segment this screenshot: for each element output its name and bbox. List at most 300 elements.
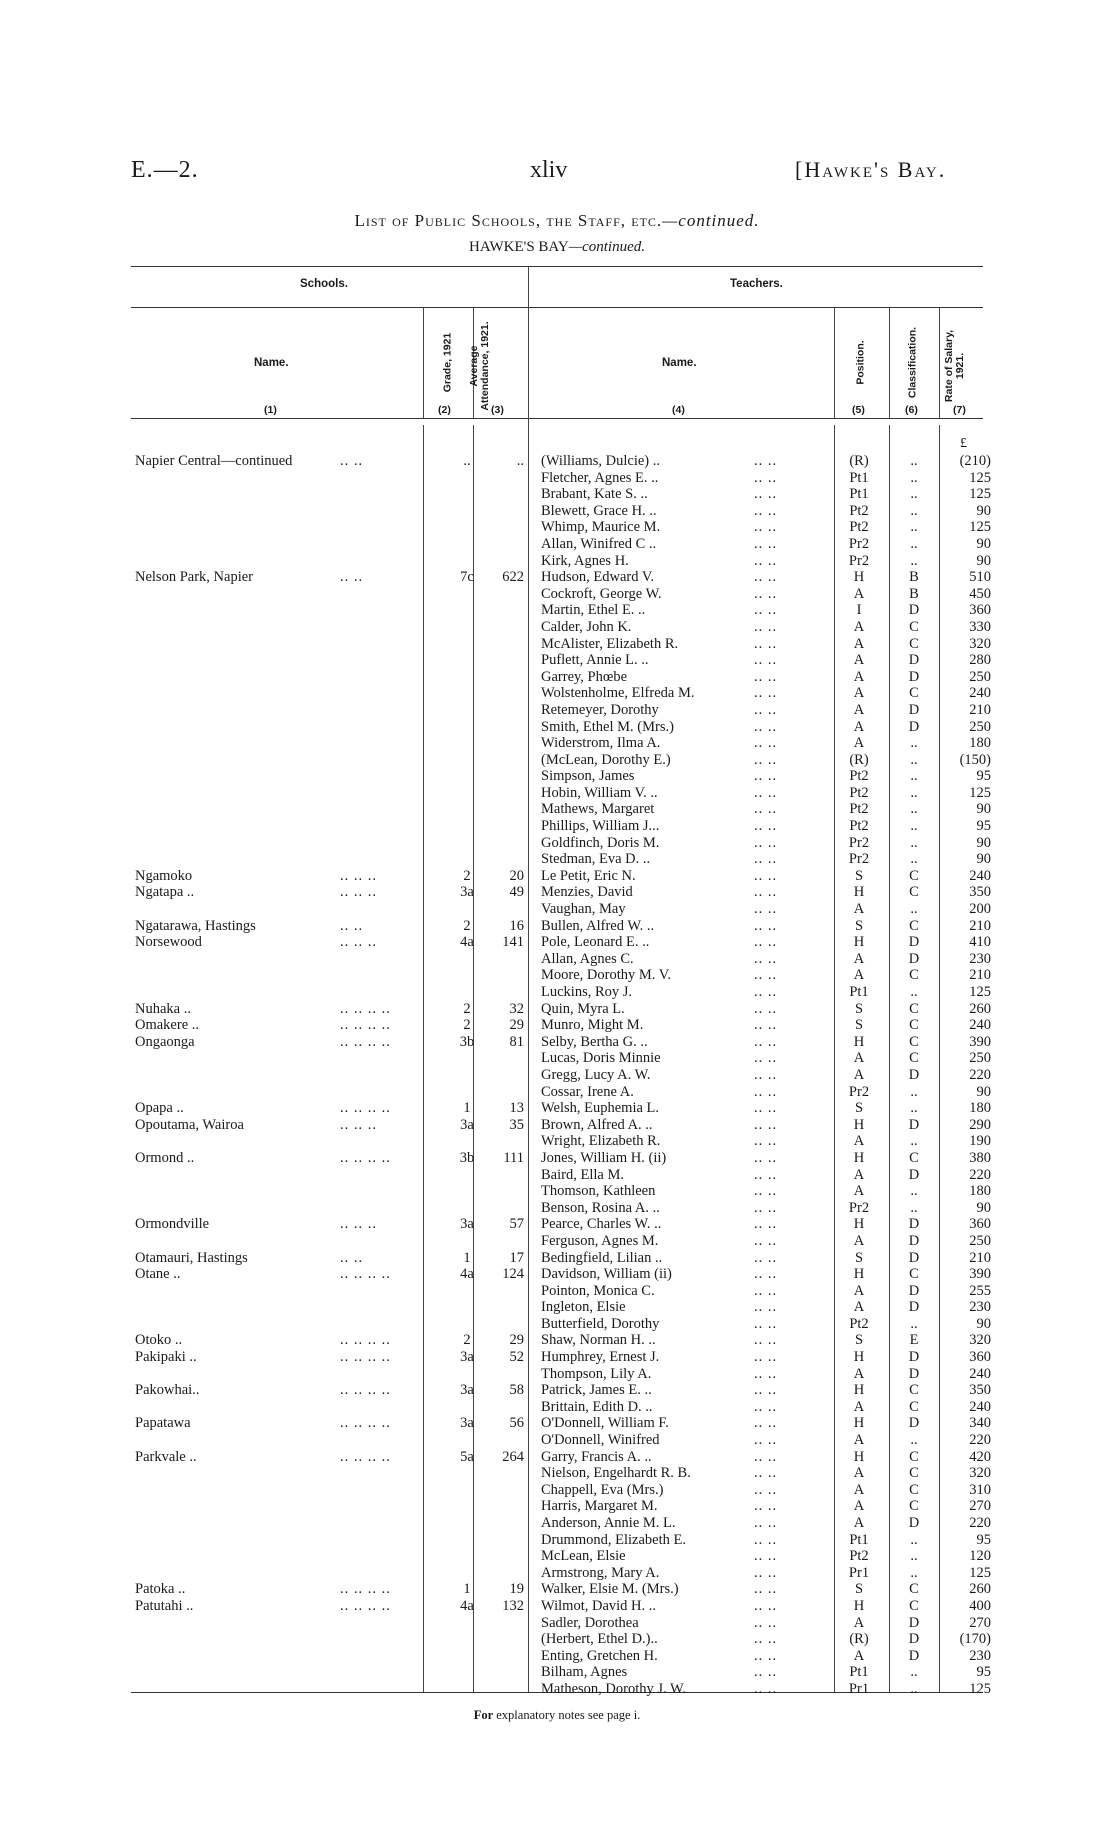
colnum-6: (6)	[905, 404, 918, 416]
classification-cell: B	[909, 585, 919, 602]
teacher-leader-dots: .. ..	[754, 834, 778, 851]
grade-cell: 3a	[460, 1382, 474, 1399]
teacher-name: McAlister, Elizabeth R.	[541, 635, 679, 652]
teacher-leader-dots: .. ..	[754, 1199, 778, 1216]
table-row	[0, 984, 1114, 1001]
salary-cell: 125	[969, 519, 991, 536]
grade-cell: 3a	[460, 884, 474, 901]
page-header-right: [Hawke's Bay.	[795, 157, 947, 182]
teacher-leader-dots: .. ..	[754, 469, 778, 486]
teacher-leader-dots: .. ..	[754, 535, 778, 552]
teacher-leader-dots: .. ..	[754, 784, 778, 801]
school-name: Pakipaki ..	[135, 1349, 197, 1366]
classification-cell: D	[908, 1166, 920, 1183]
position-cell: H	[853, 569, 865, 586]
salary-cell: 320	[969, 1465, 991, 1482]
table-row	[0, 1565, 1114, 1582]
classification-cell: C	[909, 1581, 919, 1598]
teacher-name: Pearce, Charles W. ..	[541, 1216, 662, 1233]
teacher-name: Wolstenholme, Elfreda M.	[541, 685, 695, 702]
teacher-leader-dots: .. ..	[754, 801, 778, 818]
salary-cell: 270	[969, 1498, 991, 1515]
teacher-leader-dots: .. ..	[754, 1365, 778, 1382]
classification-cell: D	[908, 602, 920, 619]
teacher-name: Bilham, Agnes	[541, 1664, 628, 1681]
classification-cell: D	[908, 1515, 920, 1531]
salary-cell: 290	[969, 1116, 991, 1133]
leader-dots: .. .. ..	[340, 934, 377, 951]
table-title	[0, 211, 1114, 231]
attendance-cell: 111	[503, 1149, 524, 1166]
attendance-cell: 58	[509, 1382, 524, 1399]
teacher-name: Jones, William H. (ii)	[541, 1149, 667, 1166]
teacher-name: Selby, Bertha G. ..	[541, 1033, 648, 1050]
position-cell: Pr2	[848, 851, 870, 868]
teacher-leader-dots: .. ..	[754, 1465, 778, 1482]
school-name: Opapa ..	[135, 1100, 184, 1117]
leader-dots: .. .. ..	[340, 1116, 377, 1133]
grade-cell: 7c	[460, 569, 474, 586]
classification-cell: C	[909, 884, 919, 901]
teacher-name: Nielson, Engelhardt R. B.	[541, 1465, 691, 1482]
teacher-name-header: Name.	[662, 357, 697, 369]
teacher-name: Allan, Winifred C ..	[541, 535, 657, 552]
schools-group-header: Schools.	[300, 278, 348, 290]
salary-cell: 95	[976, 768, 991, 785]
table-row	[0, 1482, 1114, 1499]
position-cell: Pr1	[848, 1680, 870, 1697]
teacher-leader-dots: .. ..	[754, 1448, 778, 1465]
teacher-leader-dots: .. ..	[754, 818, 778, 835]
position-cell: H	[853, 1116, 865, 1133]
table-row	[0, 1432, 1114, 1449]
table-row	[0, 619, 1114, 636]
table-row	[0, 486, 1114, 503]
grade-cell: 1	[463, 1249, 471, 1266]
table-row	[0, 470, 1114, 487]
classification-cell: D	[908, 1116, 920, 1133]
position-cell: A	[853, 1647, 865, 1664]
classification-cell: ..	[910, 1664, 918, 1681]
position-cell: Pt1	[849, 1531, 869, 1548]
table-row	[0, 1465, 1114, 1482]
attendance-cell: 49	[509, 884, 524, 901]
teacher-name: Walker, Elsie M. (Mrs.)	[541, 1581, 679, 1598]
teacher-name: Benson, Rosina A. ..	[541, 1199, 660, 1216]
classification-cell: D	[908, 1232, 920, 1249]
classification-cell: C	[909, 1481, 919, 1498]
school-name: Ormond ..	[135, 1149, 195, 1166]
classification-cell: C	[909, 1033, 919, 1050]
position-cell: S	[854, 1249, 864, 1266]
salary-cell: 90	[976, 1315, 991, 1332]
classification-cell: C	[909, 685, 919, 702]
teacher-leader-dots: .. ..	[754, 1597, 778, 1614]
currency-symbol: £	[960, 436, 967, 451]
school-name: Papatawa	[135, 1415, 191, 1432]
position-cell: H	[853, 934, 865, 951]
position-cell: A	[853, 701, 865, 718]
teacher-leader-dots: .. ..	[754, 735, 778, 752]
salary-cell: 180	[969, 1183, 991, 1200]
classification-cell: D	[908, 950, 920, 967]
footnote	[0, 1708, 1114, 1723]
attendance-cell: 13	[509, 1100, 524, 1117]
position-cell: A	[853, 1299, 865, 1316]
table-row	[0, 1250, 1114, 1267]
position-cell: A	[853, 735, 865, 752]
table-row	[0, 934, 1114, 951]
teacher-name: Menzies, David	[541, 884, 633, 901]
salary-cell: 95	[976, 1531, 991, 1548]
teacher-name: Fletcher, Agnes E. ..	[541, 469, 659, 486]
school-name: Otane ..	[135, 1266, 181, 1283]
teacher-name: Cossar, Irene A.	[541, 1083, 634, 1100]
position-cell: A	[853, 1365, 865, 1382]
teacher-leader-dots: .. ..	[754, 1216, 778, 1233]
position-cell: Pt2	[849, 502, 869, 519]
classification-cell: ..	[910, 1564, 918, 1581]
salary-cell: 320	[969, 1332, 991, 1349]
teacher-name: Wilmot, David H. ..	[541, 1597, 657, 1614]
position-cell: A	[853, 967, 865, 984]
teacher-leader-dots: .. ..	[754, 1415, 778, 1432]
classification-cell: ..	[910, 1548, 918, 1565]
classification-cell: ..	[910, 1531, 918, 1548]
salary-cell: (170)	[959, 1631, 991, 1648]
salary-cell: 390	[969, 1033, 991, 1050]
teacher-leader-dots: .. ..	[754, 751, 778, 768]
classification-cell: B	[909, 569, 919, 586]
position-cell: A	[853, 1498, 865, 1515]
classification-cell: C	[909, 1448, 919, 1465]
teacher-name: Davidson, William (ii)	[541, 1266, 672, 1283]
position-cell: Pt2	[849, 818, 869, 835]
grade-cell: 1	[463, 1100, 471, 1117]
classification-cell: C	[909, 1398, 919, 1415]
salary-cell: 350	[969, 1382, 991, 1399]
school-name: Ormondville	[135, 1216, 210, 1233]
table-row	[0, 1150, 1114, 1167]
table-row	[0, 1515, 1114, 1532]
classification-cell: C	[909, 1597, 919, 1614]
position-cell: S	[854, 1332, 864, 1349]
teacher-name: Mathews, Margaret	[541, 801, 655, 818]
page-header-left: E.—2.	[131, 157, 199, 183]
table-row	[0, 453, 1114, 470]
teacher-name: Thompson, Lily A.	[541, 1365, 652, 1382]
classification-cell: ..	[910, 1100, 918, 1117]
teacher-name: Anderson, Annie M. L.	[541, 1515, 676, 1531]
position-header: Position.	[854, 340, 867, 385]
table-row	[0, 569, 1114, 586]
teacher-name: Chappell, Eva (Mrs.)	[541, 1481, 664, 1498]
salary-cell: 240	[969, 1398, 991, 1415]
col-divider-4	[834, 307, 835, 418]
attendance-cell: 57	[509, 1216, 524, 1233]
position-cell: Pt2	[849, 519, 869, 536]
teacher-name: Kirk, Agnes H.	[541, 552, 629, 569]
teacher-name: Retemeyer, Dorothy	[541, 701, 659, 718]
teacher-name: Whimp, Maurice M.	[541, 519, 661, 536]
teacher-leader-dots: .. ..	[754, 1664, 778, 1681]
table-row	[0, 1532, 1114, 1549]
classification-cell: C	[909, 867, 919, 884]
salary-cell: 380	[969, 1149, 991, 1166]
salary-cell: 220	[969, 1515, 991, 1531]
position-cell: Pt1	[849, 1664, 869, 1681]
position-cell: Pt2	[849, 1548, 869, 1565]
position-cell: Pr2	[848, 1199, 870, 1216]
classification-cell: D	[908, 652, 920, 669]
table-row	[0, 1382, 1114, 1399]
classification-cell: ..	[910, 735, 918, 752]
leader-dots: .. .. .. ..	[340, 1448, 391, 1465]
table-row	[0, 553, 1114, 570]
teacher-name: Armstrong, Mary A.	[541, 1564, 660, 1581]
teacher-leader-dots: .. ..	[754, 1398, 778, 1415]
position-cell: (R)	[849, 453, 869, 469]
teacher-name: Phillips, William J...	[541, 818, 660, 835]
table-row	[0, 536, 1114, 553]
teacher-leader-dots: .. ..	[754, 1531, 778, 1548]
teacher-name: Bedingfield, Lilian ..	[541, 1249, 663, 1266]
salary-cell: 230	[969, 1299, 991, 1316]
attendance-cell: 132	[502, 1597, 524, 1614]
teacher-name: Shaw, Norman H. ..	[541, 1332, 656, 1349]
grade-cell: ..	[463, 453, 471, 469]
table-row	[0, 1332, 1114, 1349]
position-cell: S	[854, 917, 864, 934]
salary-cell: 90	[976, 1083, 991, 1100]
position-cell: A	[853, 635, 865, 652]
classification-cell: ..	[910, 901, 918, 918]
teacher-leader-dots: .. ..	[754, 1631, 778, 1648]
attendance-cell: ..	[516, 453, 524, 469]
table-row	[0, 1200, 1114, 1217]
table-subtitle-text: HAWKE'S BAY	[469, 239, 569, 255]
attendance-cell: 29	[509, 1017, 524, 1034]
classification-cell: D	[908, 1647, 920, 1664]
grade-cell: 3a	[460, 1349, 474, 1366]
salary-cell: 250	[969, 668, 991, 685]
table-row	[0, 1067, 1114, 1084]
position-cell: H	[853, 1597, 865, 1614]
classification-cell: C	[909, 618, 919, 635]
table-row	[0, 901, 1114, 918]
leader-dots: .. .. .. ..	[340, 1349, 391, 1366]
header-bottom-rule	[131, 418, 983, 419]
table-row	[0, 1084, 1114, 1101]
teacher-name: Stedman, Eva D. ..	[541, 851, 651, 868]
classification-cell: C	[909, 1382, 919, 1399]
teacher-leader-dots: .. ..	[754, 1581, 778, 1598]
position-cell: S	[854, 1581, 864, 1598]
salary-cell: 210	[969, 701, 991, 718]
table-row	[0, 951, 1114, 968]
classification-cell: ..	[910, 1199, 918, 1216]
position-cell: A	[853, 718, 865, 735]
classification-cell: D	[908, 1066, 920, 1083]
school-name: Ngatarawa, Hastings	[135, 917, 256, 934]
teacher-leader-dots: .. ..	[754, 1083, 778, 1100]
salary-cell: 250	[969, 718, 991, 735]
salary-cell: 90	[976, 552, 991, 569]
classification-cell: D	[908, 1614, 920, 1631]
teacher-leader-dots: .. ..	[754, 1133, 778, 1150]
table-row	[0, 768, 1114, 785]
teacher-leader-dots: .. ..	[754, 602, 778, 619]
teacher-name: Munro, Might M.	[541, 1017, 644, 1034]
teacher-leader-dots: .. ..	[754, 1266, 778, 1283]
classification-cell: D	[908, 1216, 920, 1233]
attendance-cell: 35	[509, 1116, 524, 1133]
attendance-cell: 16	[509, 917, 524, 934]
classification-cell: ..	[910, 519, 918, 536]
teacher-leader-dots: .. ..	[754, 519, 778, 536]
position-cell: H	[853, 884, 865, 901]
classification-header: Classification.	[906, 326, 919, 399]
classification-cell: ..	[910, 834, 918, 851]
leader-dots: .. ..	[340, 453, 364, 469]
salary-cell: 90	[976, 851, 991, 868]
teacher-name: Patrick, James E. ..	[541, 1382, 652, 1399]
table-row	[0, 1449, 1114, 1466]
attendance-cell: 622	[502, 569, 524, 586]
teacher-leader-dots: .. ..	[754, 1000, 778, 1017]
salary-cell: 340	[969, 1415, 991, 1432]
teacher-name: Hudson, Edward V.	[541, 569, 655, 586]
classification-cell: ..	[910, 535, 918, 552]
table-row	[0, 1034, 1114, 1051]
position-cell: S	[854, 1100, 864, 1117]
teacher-name: (McLean, Dorothy E.)	[541, 751, 671, 768]
teacher-leader-dots: .. ..	[754, 1017, 778, 1034]
position-cell: Pr2	[848, 552, 870, 569]
colnum-3: (3)	[491, 404, 504, 416]
teacher-name: Sadler, Dorothea	[541, 1614, 639, 1631]
col-divider-1	[423, 307, 424, 418]
position-cell: A	[853, 950, 865, 967]
salary-cell: 180	[969, 1100, 991, 1117]
grade-cell: 3a	[460, 1415, 474, 1432]
table-title-suffix: —continued.	[662, 211, 760, 230]
position-cell: A	[853, 1282, 865, 1299]
classification-cell: D	[908, 1365, 920, 1382]
teacher-name: Gregg, Lucy A. W.	[541, 1066, 651, 1083]
salary-cell: 230	[969, 950, 991, 967]
leader-dots: .. .. .. ..	[340, 1100, 391, 1117]
school-name-header: Name.	[254, 357, 289, 369]
classification-cell: C	[909, 635, 919, 652]
teacher-leader-dots: .. ..	[754, 1332, 778, 1349]
table-row	[0, 1233, 1114, 1250]
teacher-leader-dots: .. ..	[754, 635, 778, 652]
table-row	[0, 1366, 1114, 1383]
position-cell: Pt2	[849, 784, 869, 801]
classification-cell: ..	[910, 1680, 918, 1697]
attendance-header: Average Attendance, 1921.	[468, 321, 491, 411]
classification-cell: ..	[910, 1183, 918, 1200]
teacher-name: Smith, Ethel M. (Mrs.)	[541, 718, 674, 735]
grade-header: Grade, 1921	[441, 332, 454, 393]
salary-cell: 280	[969, 652, 991, 669]
table-row	[0, 1133, 1114, 1150]
table-row	[0, 918, 1114, 935]
teacher-name: Brabant, Kate S. ..	[541, 486, 648, 503]
table-row	[0, 669, 1114, 686]
position-cell: A	[853, 1398, 865, 1415]
leader-dots: .. .. .. ..	[340, 1415, 391, 1432]
classification-cell: ..	[910, 751, 918, 768]
position-cell: H	[853, 1382, 865, 1399]
teacher-name: Simpson, James	[541, 768, 635, 785]
salary-cell: 450	[969, 585, 991, 602]
salary-cell: 210	[969, 1249, 991, 1266]
teacher-leader-dots: .. ..	[754, 768, 778, 785]
teacher-name: Pointon, Monica C.	[541, 1282, 655, 1299]
teacher-name: Lucas, Doris Minnie	[541, 1050, 661, 1067]
teacher-leader-dots: .. ..	[754, 1066, 778, 1083]
teacher-name: Garry, Francis A. ..	[541, 1448, 652, 1465]
attendance-cell: 29	[509, 1332, 524, 1349]
salary-cell: 220	[969, 1166, 991, 1183]
teacher-name: Martin, Ethel E. ..	[541, 602, 646, 619]
attendance-cell: 19	[509, 1581, 524, 1598]
salary-cell: 90	[976, 1199, 991, 1216]
grade-cell: 2	[463, 1017, 471, 1034]
teacher-name: Puflett, Annie L. ..	[541, 652, 649, 669]
table-row	[0, 884, 1114, 901]
position-cell: A	[853, 1465, 865, 1482]
teacher-name: Thomson, Kathleen	[541, 1183, 656, 1200]
teacher-name: Drummond, Elizabeth E.	[541, 1531, 686, 1548]
footnote-text: explanatory notes see page i.	[496, 1708, 641, 1722]
classification-cell: E	[909, 1332, 919, 1349]
teacher-leader-dots: .. ..	[754, 917, 778, 934]
classification-cell: ..	[910, 469, 918, 486]
teacher-leader-dots: .. ..	[754, 618, 778, 635]
classification-cell: ..	[910, 486, 918, 503]
leader-dots: .. ..	[340, 917, 364, 934]
teacher-name: Garrey, Phœbe	[541, 668, 628, 685]
position-cell: A	[853, 668, 865, 685]
position-cell: (R)	[849, 1631, 869, 1648]
teacher-leader-dots: .. ..	[754, 1647, 778, 1664]
colnum-1: (1)	[264, 404, 277, 416]
position-cell: Pt2	[849, 768, 869, 785]
grade-cell: 5a	[460, 1448, 474, 1465]
col-divider-6	[939, 307, 940, 418]
teacher-leader-dots: .. ..	[754, 950, 778, 967]
table-body	[0, 453, 1114, 1698]
classification-cell: ..	[910, 801, 918, 818]
school-name: Omakere ..	[135, 1017, 200, 1034]
teacher-leader-dots: .. ..	[754, 1033, 778, 1050]
table-row	[0, 503, 1114, 520]
table-row	[0, 602, 1114, 619]
grade-cell: 2	[463, 1000, 471, 1017]
leader-dots: .. .. .. ..	[340, 1581, 391, 1598]
classification-cell: D	[908, 1282, 920, 1299]
table-row	[0, 1100, 1114, 1117]
teacher-leader-dots: .. ..	[754, 1100, 778, 1117]
classification-cell: D	[908, 1349, 920, 1366]
leader-dots: .. .. .. ..	[340, 1382, 391, 1399]
leader-dots: .. .. .. ..	[340, 1332, 391, 1349]
position-cell: A	[853, 1515, 865, 1531]
table-row	[0, 801, 1114, 818]
